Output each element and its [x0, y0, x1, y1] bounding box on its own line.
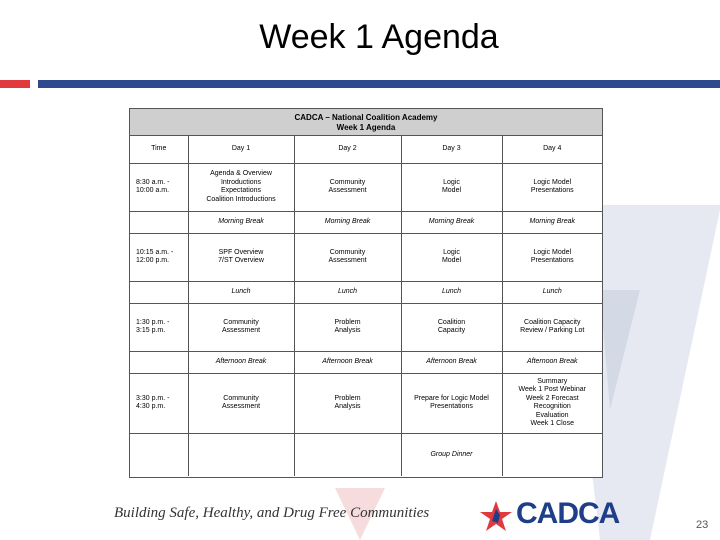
table-cell: Community Assessment — [294, 233, 401, 281]
slide-title: Week 1 Agenda — [259, 18, 499, 56]
table-cell: Coalition Capacity — [401, 303, 502, 351]
table-cell-time — [130, 351, 188, 373]
table-cell: Logic Model Presentations — [502, 163, 602, 211]
column-header: Time — [130, 136, 188, 163]
table-cell: Morning Break — [502, 211, 602, 233]
table-cell: Community Assessment — [188, 303, 294, 351]
agenda-header — [130, 109, 602, 136]
table-cell: Logic Model — [401, 233, 502, 281]
table-row — [130, 433, 602, 476]
table-cell: SPF Overview 7/ST Overview — [188, 233, 294, 281]
table-cell: Problem Analysis — [294, 373, 401, 433]
table-cell: Morning Break — [294, 211, 401, 233]
table-cell: Lunch — [502, 281, 602, 303]
table-cell-time: 10:15 a.m. - 12:00 p.m. — [130, 233, 188, 281]
table-cell: Logic Model — [401, 163, 502, 211]
table-cell-time — [130, 211, 188, 233]
agenda-grid — [130, 136, 602, 476]
table-cell: Problem Analysis — [294, 303, 401, 351]
column-header: Day 3 — [401, 136, 502, 163]
logo-wordmark: CADCA — [516, 497, 620, 530]
table-row — [130, 281, 602, 303]
agenda-header-title: CADCA – National Coalition Academy — [294, 113, 438, 122]
column-header: Day 4 — [502, 136, 602, 163]
star-icon — [478, 499, 514, 533]
table-cell-time: 1:30 p.m. - 3:15 p.m. — [130, 303, 188, 351]
table-cell: Community Assessment — [188, 373, 294, 433]
table-cell: Lunch — [188, 281, 294, 303]
table-cell: Summary Week 1 Post Webinar Week 2 Forecast Recognition Evaluation Week 1 Close — [502, 373, 602, 433]
table-cell: Community Assessment — [294, 163, 401, 211]
table-cell: Afternoon Break — [502, 351, 602, 373]
table-row — [130, 163, 602, 211]
table-row — [130, 351, 602, 373]
table-row — [130, 373, 602, 433]
table-row — [130, 303, 602, 351]
table-cell: Morning Break — [188, 211, 294, 233]
table-cell — [188, 433, 294, 476]
table-cell: Afternoon Break — [294, 351, 401, 373]
table-cell: Prepare for Logic Model Presentations — [401, 373, 502, 433]
accent-bar-red — [0, 80, 30, 88]
table-cell-time — [130, 281, 188, 303]
table-cell-time — [130, 433, 188, 476]
table-cell — [502, 433, 602, 476]
table-row — [130, 211, 602, 233]
table-row — [130, 233, 602, 281]
table-cell-time: 3:30 p.m. - 4:30 p.m. — [130, 373, 188, 433]
table-cell: Lunch — [401, 281, 502, 303]
column-header: Day 1 — [188, 136, 294, 163]
page-number: 23 — [696, 519, 709, 531]
table-cell-time: 8:30 a.m. - 10:00 a.m. — [130, 163, 188, 211]
accent-bar-blue — [38, 80, 720, 88]
footer-tagline: Building Safe, Healthy, and Drug Free Communities — [114, 505, 430, 521]
table-cell: Afternoon Break — [188, 351, 294, 373]
table-cell: Agenda & Overview Introductions Expectations Coalition Introductions — [188, 163, 294, 211]
table-cell: Lunch — [294, 281, 401, 303]
table-cell: Morning Break — [401, 211, 502, 233]
table-cell: Afternoon Break — [401, 351, 502, 373]
table-cell — [294, 433, 401, 476]
table-header-row — [130, 136, 602, 163]
cadca-logo — [478, 497, 653, 531]
agenda-header-subtitle: Week 1 Agenda — [336, 123, 396, 132]
agenda-table-image — [129, 108, 603, 478]
table-cell: Group Dinner — [401, 433, 502, 476]
table-cell: Logic Model Presentations — [502, 233, 602, 281]
table-cell: Coalition Capacity Review / Parking Lot — [502, 303, 602, 351]
column-header: Day 2 — [294, 136, 401, 163]
